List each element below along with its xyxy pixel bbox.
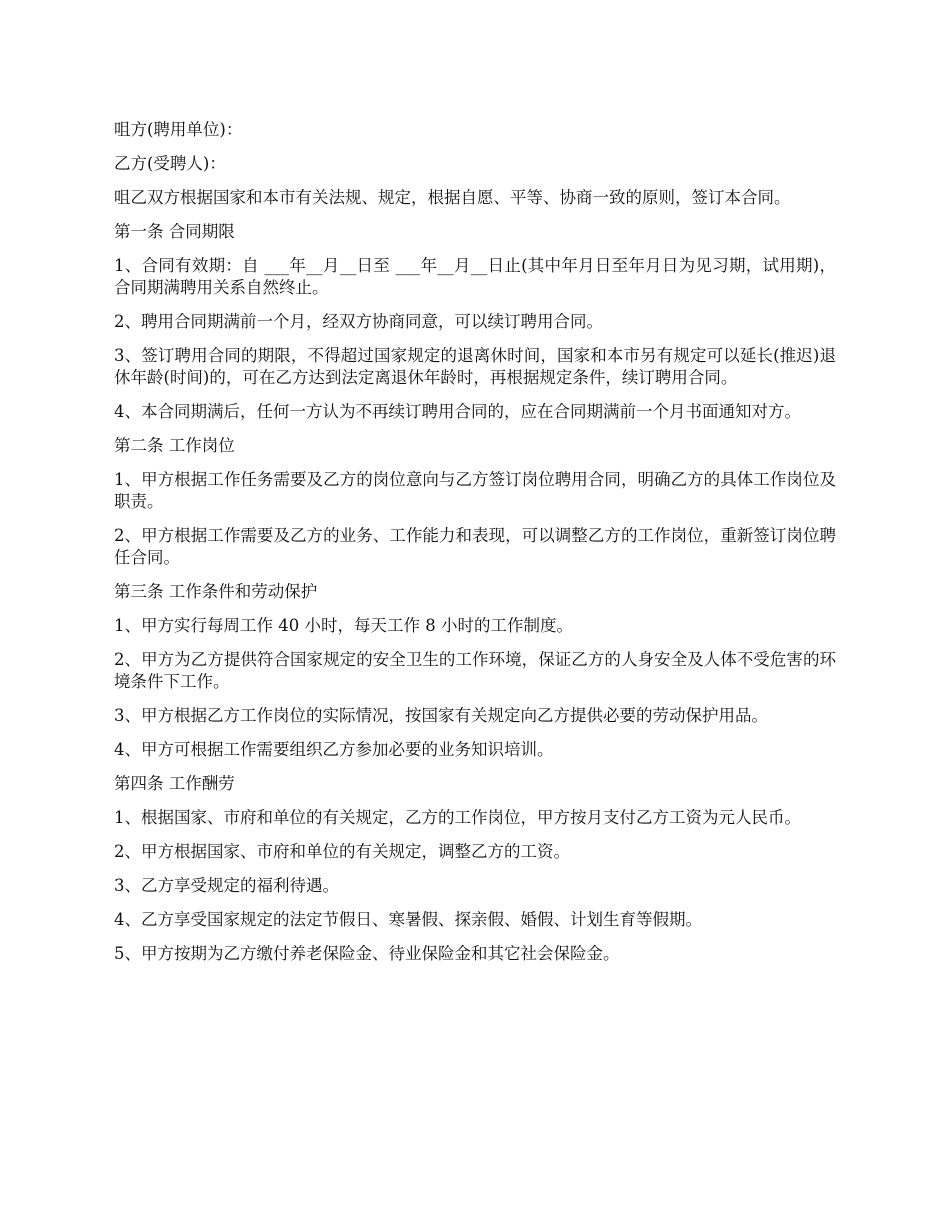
article-1-heading: 第一条 合同期限 [114,222,235,241]
article-4-clause-5: 5、甲方按期为乙方缴付养老保险金、待业保险金和其它社会保险金。 [114,944,620,963]
article-3-clause-2: 2、甲方为乙方提供符合国家规定的安全卫生的工作环境，保证乙方的人身安全及人体不受危害的环境条件下工作。 [114,650,836,691]
preamble-paragraph: 咀乙双方根据国家和本市有关法规、规定，根据自愿、平等、协商一致的原则，签订本合同。 [114,188,791,207]
article-2-clause-2: 2、甲方根据工作需要及乙方的业务、工作能力和表现，可以调整乙方的工作岗位，重新签订岗位聘任合同。 [114,526,836,567]
article-4-clause-2: 2、甲方根据国家、市府和单位的有关规定，调整乙方的工资。 [114,842,570,861]
party-b-line: 乙方(受聘人)： [114,154,226,173]
article-1-clause-4: 4、本合同期满后，任何一方认为不再续订聘用合同的，应在合同期满前一个月书面通知对方。 [114,402,801,421]
article-3-clause-1: 1、甲方实行每周工作 40 小时，每天工作 8 小时的工作制度。 [114,616,573,635]
article-4-clause-1: 1、根据国家、市府和单位的有关规定，乙方的工作岗位，甲方按月支付乙方工资为元人民币。 [114,808,801,827]
article-1-clause-1: 1、合同有效期：自 ___年__月__日至 ___年__月__日止(其中年月日至年月日为见习期，试用期)，合同期满聘用关系自然终止。 [114,256,836,297]
article-4-heading: 第四条 工作酬劳 [114,774,235,793]
article-1-clause-3: 3、签订聘用合同的期限，不得超过国家规定的退离休时间，国家和本市另有规定可以延长(推迟)退休年龄(时间)的，可在乙方达到法定离退休年龄时，再根据规定条件，续订聘用合同。 [114,346,836,387]
article-3-clause-4: 4、甲方可根据工作需要组织乙方参加必要的业务知识培训。 [114,740,554,759]
article-4-clause-3: 3、乙方享受规定的福利待遇。 [114,876,339,895]
article-3-clause-3: 3、甲方根据乙方工作岗位的实际情况，按国家有关规定向乙方提供必要的劳动保护用品。 [114,706,768,725]
article-2-heading: 第二条 工作岗位 [114,436,235,455]
article-1-clause-2: 2、聘用合同期满前一个月，经双方协商同意，可以续订聘用合同。 [114,312,603,331]
article-2-clause-1: 1、甲方根据工作任务需要及乙方的岗位意向与乙方签订岗位聘用合同，明确乙方的具体工作岗位及职责。 [114,470,836,511]
article-4-clause-4: 4、乙方享受国家规定的法定节假日、寒暑假、探亲假、婚假、计划生育等假期。 [114,910,702,929]
document-body [114,119,836,977]
article-3-heading: 第三条 工作条件和劳动保护 [114,582,318,601]
party-a-line: 咀方(聘用单位)： [114,120,243,139]
